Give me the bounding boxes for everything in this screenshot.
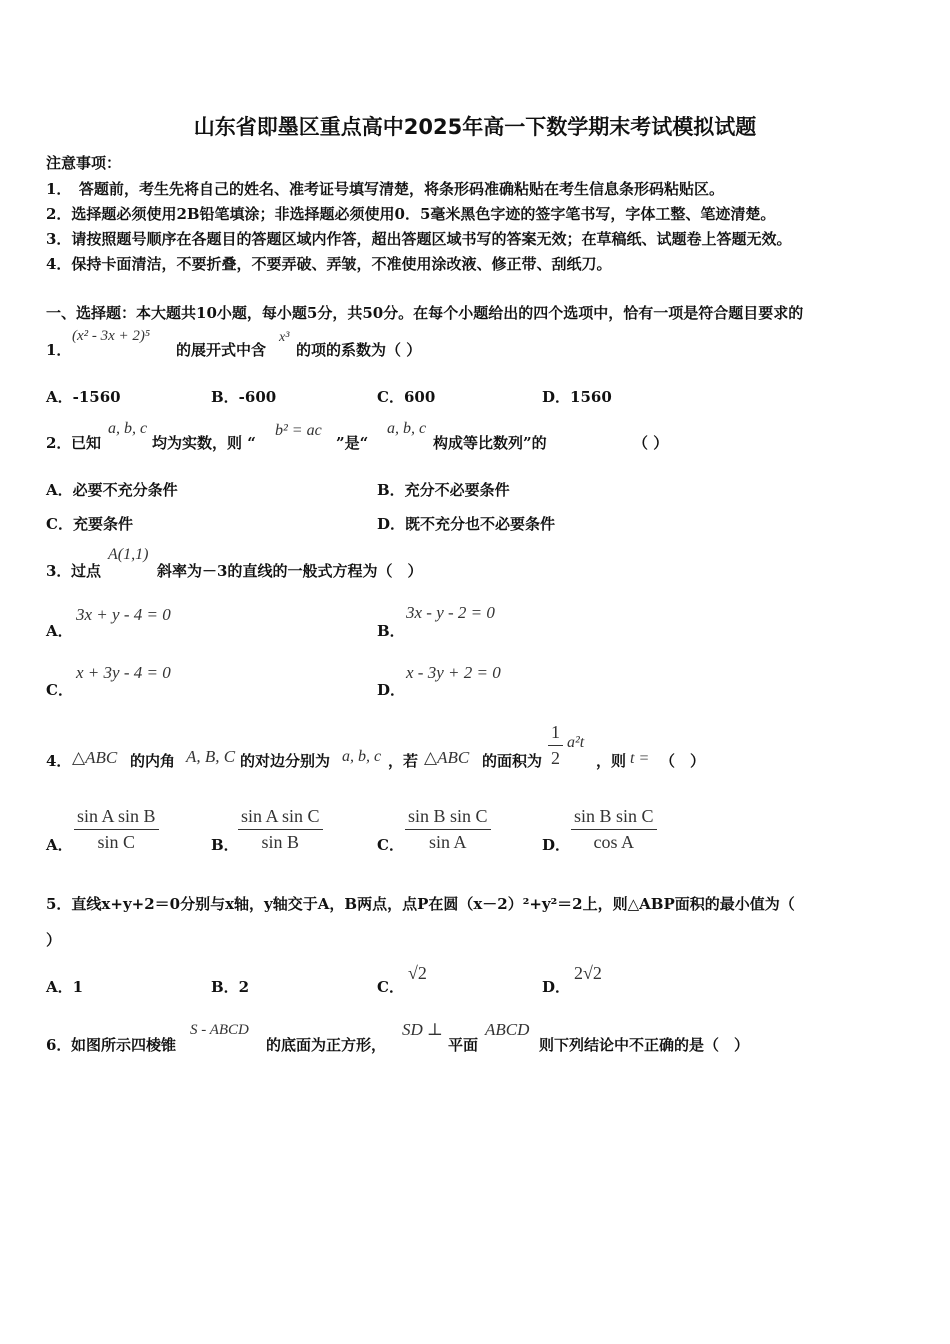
question-4-math: A, B, C (186, 747, 236, 766)
question-4-option-d[interactable]: D． (542, 836, 571, 854)
question-2-text: 已知 (71, 434, 102, 452)
question-2-option-b[interactable]: B．充分不必要条件 (377, 481, 510, 499)
question-6-text: 则下列结论中不正确的是（ ） (539, 1036, 750, 1054)
question-3-option-b-expr: 3x - y - 2 = 0 (406, 603, 495, 622)
question-4-number: 4． (46, 752, 72, 770)
question-4-option-d-fraction: $\frac{\text{sin B sin C}}{\text{cos A}}$ (571, 806, 657, 853)
question-6-text: 的底面为正方形， (266, 1036, 387, 1054)
question-4-math: a, b, c (342, 748, 382, 765)
question-1-expression: (x² - 3x + 2)⁵ (72, 328, 151, 344)
question-3-number: 3． (46, 562, 72, 580)
question-1-term: x³ (279, 330, 290, 345)
question-6-text: 如图所示四棱锥 (71, 1036, 177, 1054)
question-3-text: 过点 (71, 562, 102, 580)
notice-item: 1． 答题前，考生先将自己的姓名、准考证号填写清楚，将条形码准确粘贴在考生信息条形码粘贴区。 (46, 180, 724, 198)
question-1-text: 的项的系数为（ ） (296, 341, 422, 359)
question-3-math: A(1,1) (108, 546, 149, 563)
question-2-text: 均为实数，则 “ (152, 434, 256, 452)
question-5-option-c[interactable]: C． (377, 978, 404, 996)
notice-item: 2．选择题必须使用2B铅笔填涂；非选择题必须使用0．5毫米黑色字迹的签字笔书写，字体工整、笔迹清楚。 (46, 205, 776, 223)
question-2-math: b² = ac (275, 422, 322, 439)
question-5-text: 5．直线x+y+2＝0分别与x轴，y轴交于A，B两点，点P在圆（x－2）²+y²＝2上，则△ABP面积的最小值为（ (46, 895, 795, 913)
question-4-option-a[interactable]: A． (46, 836, 73, 854)
question-4-text: （ ） (660, 752, 706, 770)
question-3-text: 斜率为－3的直线的一般式方程为（ ） (157, 562, 423, 580)
question-4-math: △ABC (72, 748, 118, 767)
question-1-option-a[interactable]: A．-1560 (46, 388, 121, 406)
question-4-text: 的面积为 (482, 752, 543, 770)
question-4-option-b[interactable]: B． (211, 836, 239, 854)
question-1-option-d[interactable]: D．1560 (542, 388, 612, 406)
question-4-math: △ABC (424, 748, 470, 767)
notice-item: 3．请按照题号顺序在各题目的答题区域内作答，超出答题区域书写的答案无效；在草稿纸、试题卷上答题无效。 (46, 230, 792, 248)
question-5-option-d-expr: 2√2 (574, 963, 602, 983)
question-3-option-c[interactable]: C． (46, 681, 73, 699)
question-2-option-a[interactable]: A．必要不充分条件 (46, 481, 178, 499)
question-5-option-c-expr: √2 (408, 963, 427, 983)
question-5-option-d[interactable]: D． (542, 978, 571, 996)
question-2-option-d[interactable]: D．既不充分也不必要条件 (377, 515, 556, 533)
question-3-option-c-expr: x + 3y - 4 = 0 (76, 663, 171, 682)
page-title: 山东省即墨区重点高中2025年高一下数学期末考试模拟试题 (193, 115, 757, 139)
question-3-option-d[interactable]: D． (377, 681, 406, 699)
question-1-number: 1． (46, 341, 72, 359)
question-6-number: 6． (46, 1036, 72, 1054)
question-3-option-d-expr: x - 3y + 2 = 0 (406, 663, 501, 682)
notice-item: 4．保持卡面清洁，不要折叠，不要弄破、弄皱，不准使用涂改液、修正带、刮纸刀。 (46, 255, 612, 273)
question-4-math: a²t (567, 734, 585, 751)
question-4-option-c[interactable]: C． (377, 836, 404, 854)
question-6-text: 平面 (448, 1036, 479, 1054)
question-4-text: ，则 (596, 752, 627, 770)
question-2-number: 2． (46, 434, 72, 452)
question-4-text: ，若 (388, 752, 419, 770)
question-1-option-c[interactable]: C．600 (377, 388, 436, 406)
question-4-area-fraction: $\frac{1}{2}$ (548, 722, 563, 769)
question-1-option-b[interactable]: B．-600 (211, 388, 277, 406)
section-heading: 一、选择题：本大题共10小题，每小题5分，共50分。在每个小题给出的四个选项中，恰有一项是符合题目要求的 (46, 304, 804, 322)
question-2-option-c[interactable]: C．充要条件 (46, 515, 133, 533)
notice-heading: 注意事项： (46, 154, 122, 172)
question-5-text: ） (46, 931, 62, 949)
question-5-option-a[interactable]: A．1 (46, 978, 84, 996)
question-2-text: 构成等比数列”的 (433, 434, 547, 452)
question-4-text: 的对边分别为 (240, 752, 331, 770)
question-2-math: a, b, c (108, 420, 148, 437)
question-2-answer-parens: （ ） (633, 434, 669, 452)
question-2-math: a, b, c (387, 420, 427, 437)
question-4-text: 的内角 (130, 752, 176, 770)
question-4-option-a-fraction: $\frac{\text{sin A sin B}}{\text{sin C}}$ (74, 806, 159, 853)
question-2-text: ”是“ (336, 434, 369, 452)
question-3-option-b[interactable]: B． (377, 622, 405, 640)
question-3-option-a[interactable]: A． (46, 622, 73, 640)
question-4-option-b-fraction: $\frac{\text{sin A sin C}}{\text{sin B}}$ (238, 806, 323, 853)
question-1-text: 的展开式中含 (176, 341, 267, 359)
question-6-math: ABCD (485, 1020, 530, 1039)
question-6-math: SD ⊥ (402, 1020, 444, 1039)
question-6-math: S - ABCD (190, 1022, 249, 1038)
question-5-option-b[interactable]: B．2 (211, 978, 250, 996)
question-3-option-a-expr: 3x + y - 4 = 0 (76, 605, 171, 624)
question-4-option-c-fraction: $\frac{\text{sin B sin C}}{\text{sin A}}$ (405, 806, 491, 853)
question-4-math: t = (630, 750, 650, 767)
